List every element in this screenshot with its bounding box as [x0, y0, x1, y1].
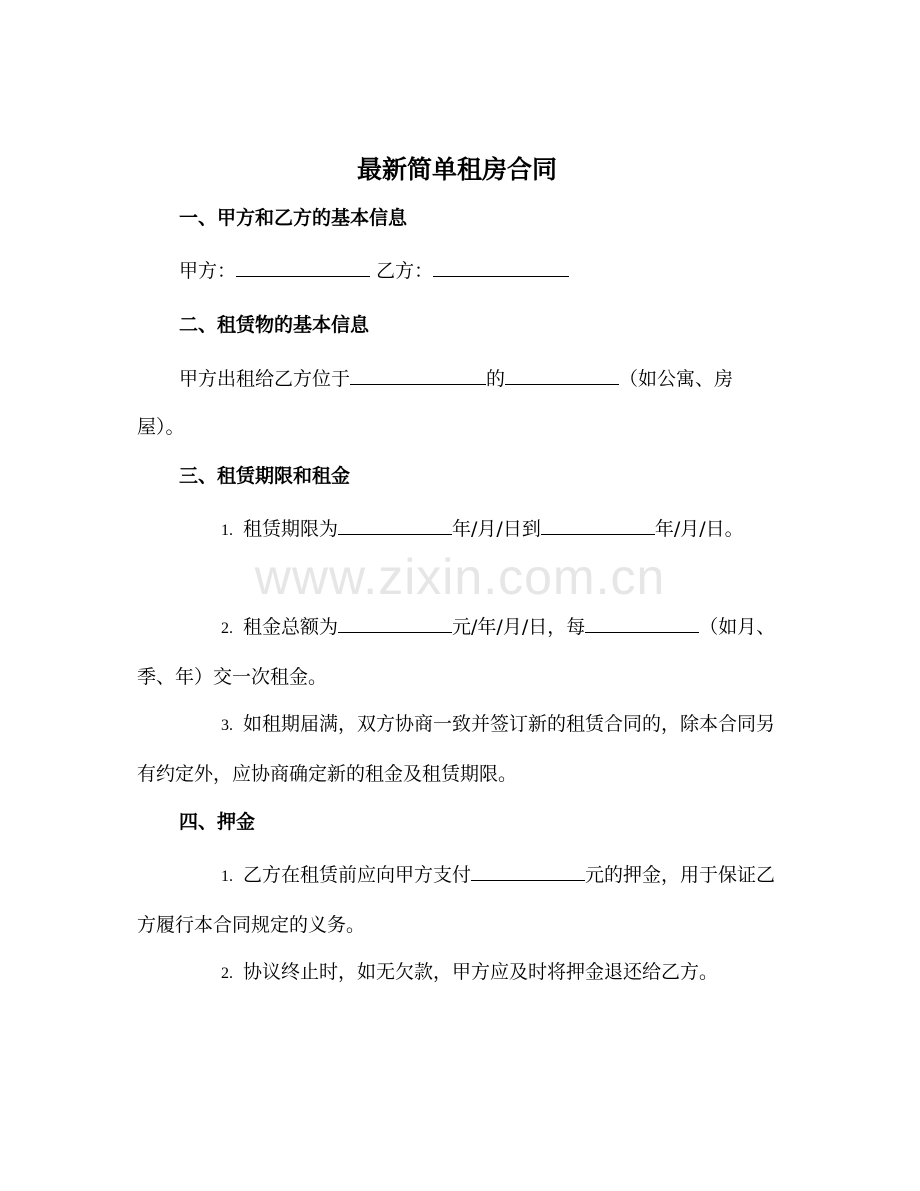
section-2-text-3: （如公寓、房屋）。	[137, 368, 734, 438]
rent-text-1: 租金总额为	[243, 616, 339, 638]
watermark: www.zixin.com.cn	[254, 549, 666, 605]
section-4-item-1	[137, 851, 777, 949]
lease-term-text-3: 年/月/日。	[654, 518, 744, 540]
deposit-return-text: 协议终止时，如无欠款，甲方应及时将押金退还给乙方。	[243, 961, 719, 983]
section-2-text-1: 甲方出租给乙方位于	[179, 368, 351, 390]
lease-start-blank	[338, 516, 452, 535]
party-b-blank	[433, 258, 569, 277]
deposit-amount-blank	[471, 862, 585, 881]
party-b-label: 乙方：	[376, 260, 434, 282]
document-title: 最新简单租房合同	[356, 155, 557, 184]
section-2-text-2: 的	[486, 368, 506, 390]
item-number: 1.	[221, 522, 233, 539]
section-3-heading: 三、租赁期限和租金	[179, 465, 351, 487]
rent-amount-blank	[338, 614, 452, 633]
item-number: 1.	[221, 868, 233, 885]
renewal-text: 如租期届满，双方协商一致并签订新的租赁合同的，除本合同另有约定外，应协商确定新的租金及租赁期限。	[137, 713, 776, 785]
lease-end-blank	[541, 516, 655, 535]
deposit-text-1: 乙方在租赁前应向甲方支付	[243, 864, 472, 886]
section-3-item-1	[137, 505, 777, 555]
section-3-item-3	[137, 700, 777, 798]
section-4-heading: 四、押金	[179, 811, 256, 833]
property-type-blank	[505, 366, 619, 385]
party-a-blank	[236, 258, 370, 277]
deposit-text-2: 元的押金，用于保证乙方履行本合同规定的义务。	[137, 864, 776, 936]
item-number: 2.	[221, 965, 233, 982]
section-2-paragraph	[137, 355, 777, 451]
lease-term-text-2: 年/月/日到	[452, 518, 541, 540]
payment-period-blank	[585, 614, 699, 633]
rent-text-2: 元/年/月/日，每	[452, 616, 586, 638]
section-1-heading: 一、甲方和乙方的基本信息	[179, 207, 408, 229]
party-a-label: 甲方：	[179, 260, 237, 282]
item-number: 2.	[221, 620, 233, 637]
lease-term-text-1: 租赁期限为	[243, 518, 339, 540]
item-number: 3.	[221, 717, 233, 734]
section-3-item-2	[137, 603, 777, 701]
section-4-item-2	[137, 948, 777, 998]
rent-text-3: （如月、季、年）交一次租金。	[137, 616, 776, 688]
parties-line	[179, 247, 777, 295]
location-blank	[350, 366, 486, 385]
section-2-heading: 二、租赁物的基本信息	[179, 314, 370, 336]
